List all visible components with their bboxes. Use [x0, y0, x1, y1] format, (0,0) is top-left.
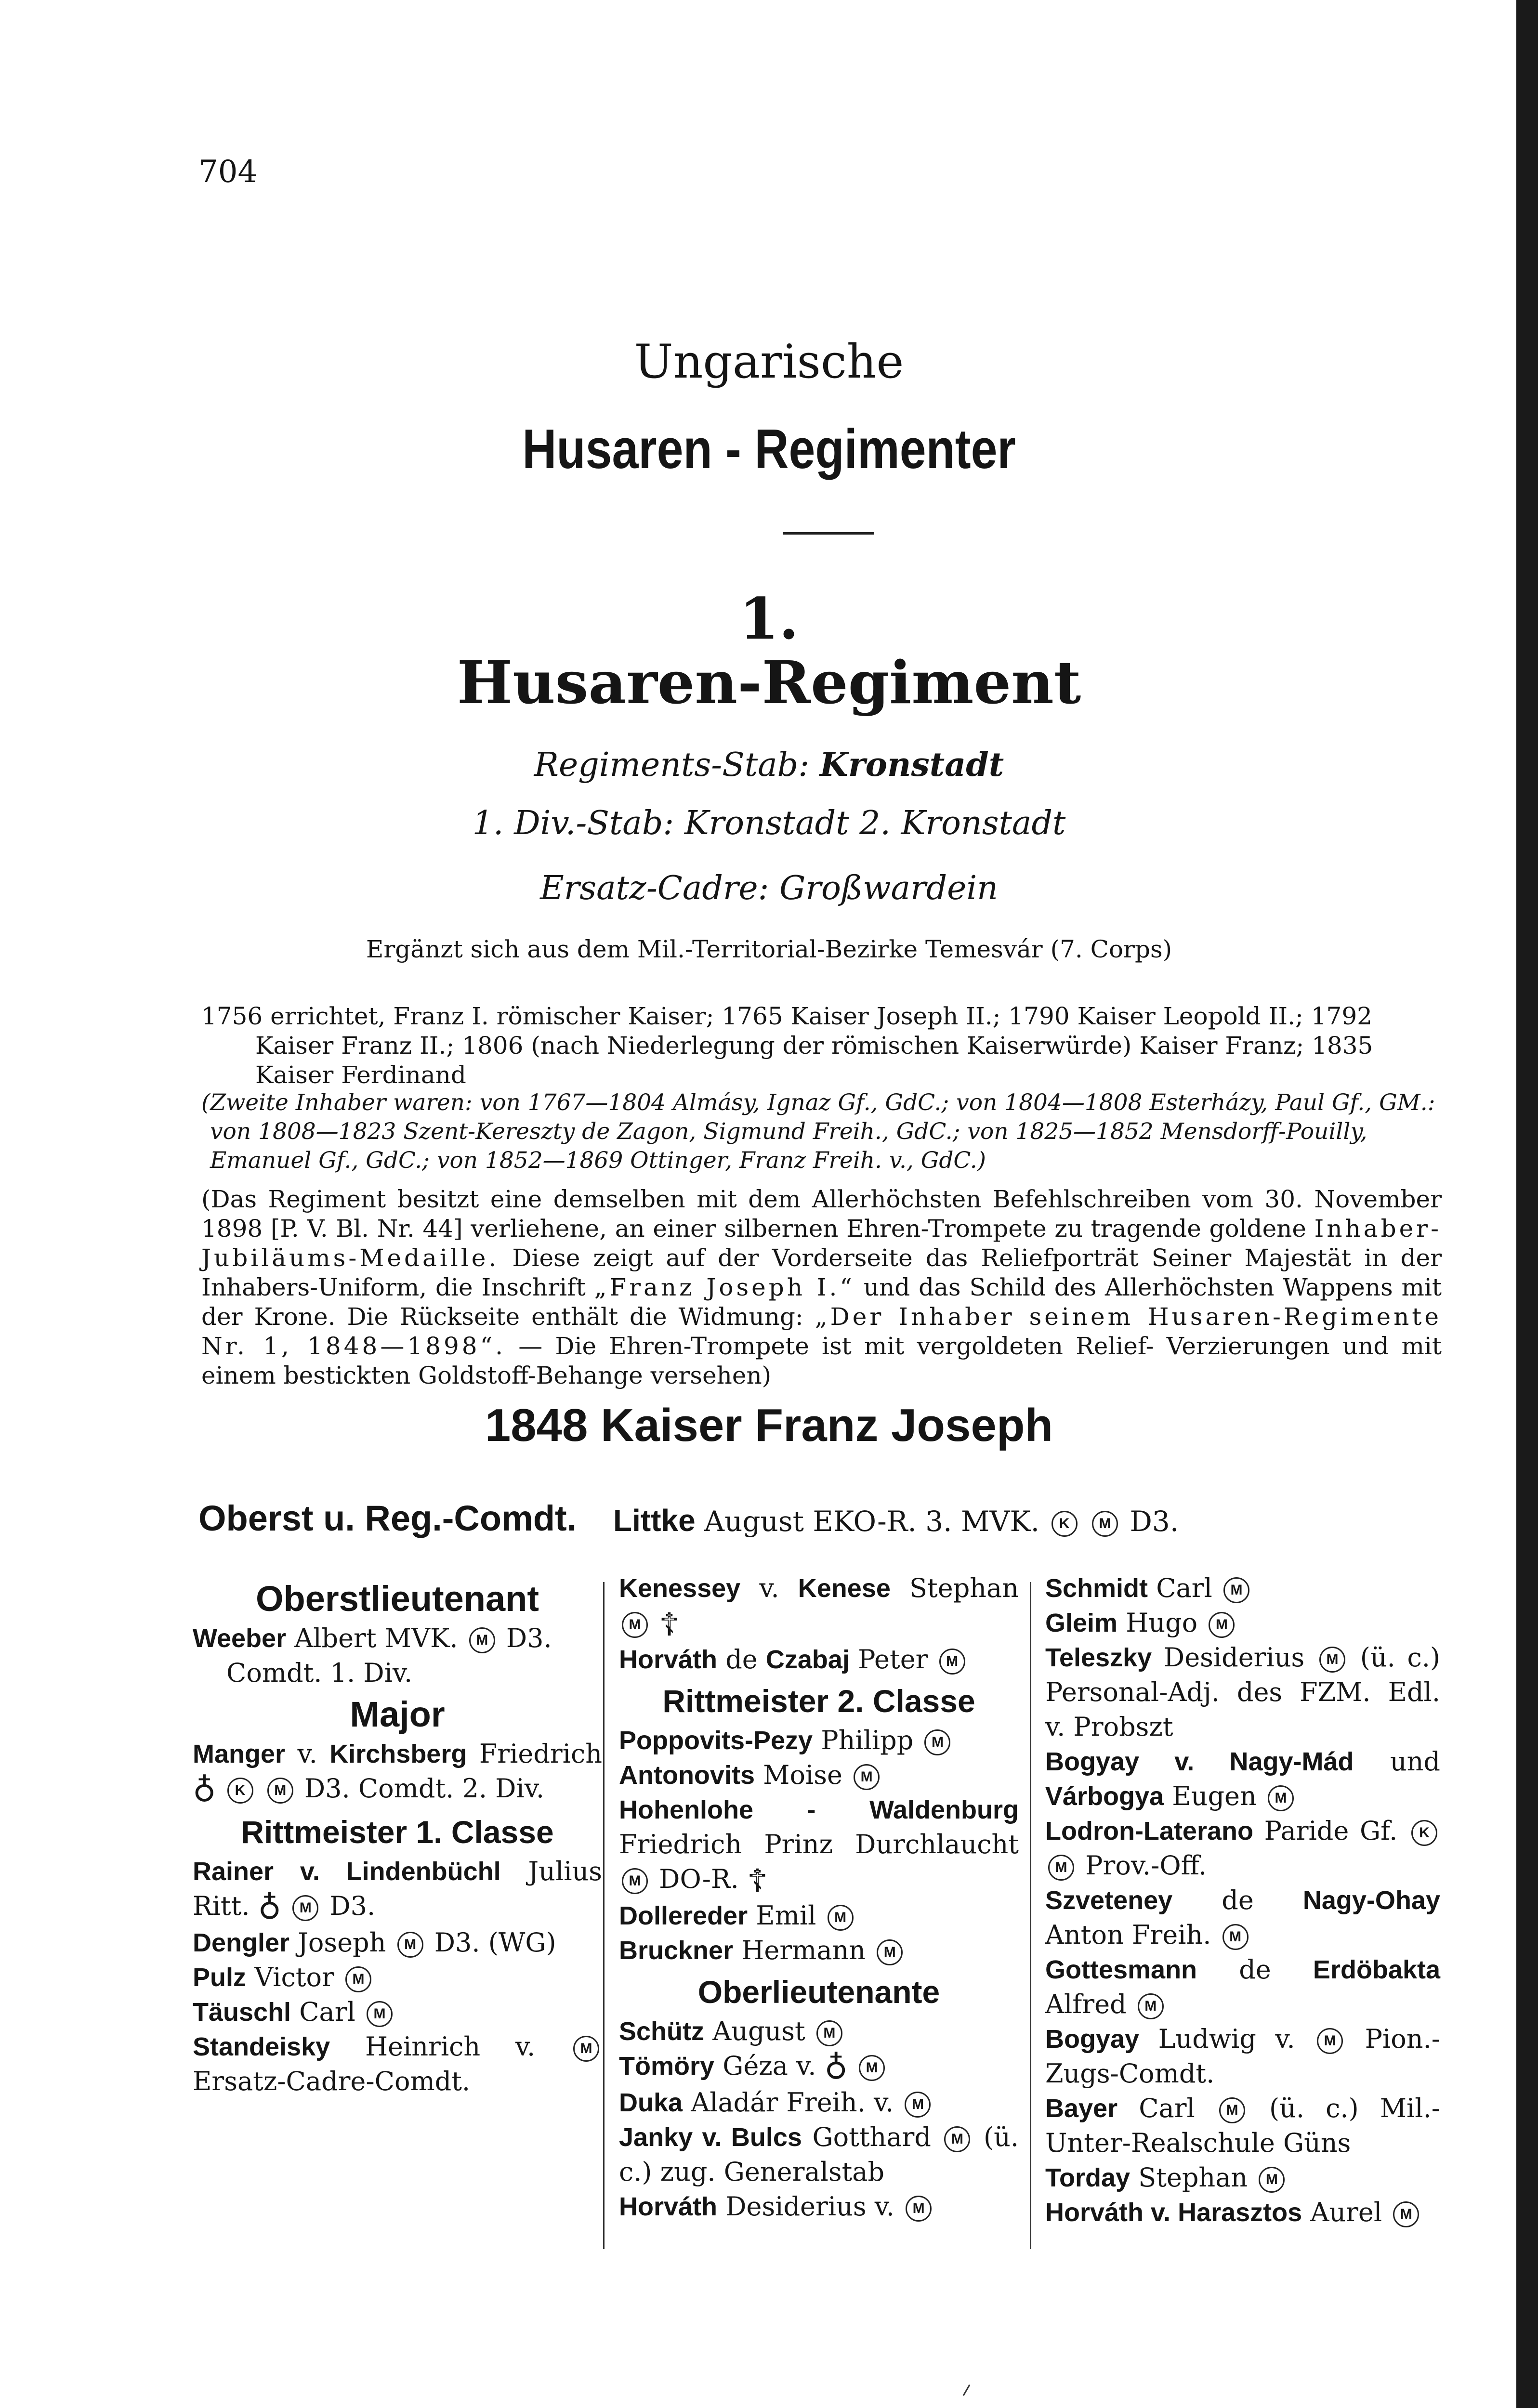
- m-badge-icon: M: [905, 2092, 931, 2118]
- entry-text: Géza v.: [723, 2051, 816, 2081]
- second-owners: (Zweite Inhaber waren: von 1767—1804 Almásy, Ignaz Gf., GdC.; von 1804—1808 Esterházy, Paul Gf., GM.: von 1808—1823 Szent-Kereszty de Zagon, Sigmund Freih., GdC.; von 1825—1852 Mensdorff-Pouilly, Emanuel Gf., GdC.; von 1852—1869 Ottinger, Franz Freih. v., GdC.): [201, 1089, 1435, 1174]
- entry-text: Moise: [763, 1760, 842, 1790]
- rank-major: Major: [350, 1694, 445, 1734]
- regiment-title: Husaren-Regiment: [457, 648, 1081, 717]
- m-badge-icon: M: [1259, 2167, 1285, 2193]
- m-badge-icon: M: [1268, 1785, 1294, 1811]
- div-stab: 1. Div.-Stab: Kronstadt 2. Kronstadt: [472, 804, 1066, 842]
- entry-name: Horváth v. Harasztos: [1045, 2198, 1302, 2227]
- entry-name: Torday: [1045, 2163, 1130, 2192]
- list-item: [619, 1571, 1019, 1642]
- entry-text: Carl: [299, 1997, 355, 2027]
- entry-tail: D3.: [329, 1891, 376, 1921]
- history-block: [201, 1002, 1442, 1090]
- regiments-stab-value: Kronstadt: [819, 746, 1004, 784]
- entry-text: Paride Gf.: [1264, 1816, 1398, 1846]
- entry-name: Bogyay: [1045, 2025, 1140, 2054]
- note-text-4: — Die Ehren-Trompete ist mit vergoldeten Relief-: [518, 1332, 1154, 1360]
- list-item: [1045, 1883, 1440, 1952]
- entry-tail: Pion.-Zugs-Comdt.: [1045, 2024, 1440, 2089]
- entry-name: Teleszky: [1045, 1643, 1152, 1672]
- list-item: [1045, 1571, 1440, 1606]
- list-item: [193, 1737, 602, 1808]
- entry-name: Dollereder: [619, 1901, 748, 1930]
- entry-name-2: Kirchsberg: [329, 1740, 467, 1768]
- oberst-decorations: EKO-R. 3. MVK.: [813, 1505, 1040, 1538]
- entry-tail: (ü. c.) Mil.-Unter-Realschule Güns: [1045, 2093, 1440, 2158]
- note-spaced-2: „Franz Joseph I.“: [594, 1273, 855, 1301]
- m-badge-icon: M: [292, 1895, 318, 1921]
- entry-text: Desiderius v.: [725, 2191, 894, 2222]
- m-badge-icon: M: [816, 2020, 842, 2046]
- entry-particle: v.: [759, 1573, 779, 1603]
- k-badge-icon: K: [1052, 1511, 1078, 1537]
- entry-name: Szveteney: [1045, 1886, 1173, 1915]
- entry-tail: Ersatz-Cadre-Comdt.: [193, 2066, 471, 2096]
- column-divider-1: [603, 1582, 605, 2249]
- entry-particle: v.: [297, 1739, 317, 1769]
- entry-text: Eugen: [1172, 1781, 1257, 1811]
- entry-name: Horváth: [619, 2192, 718, 2221]
- history-owners: 1756 errichtet, Franz I. römischer Kaiser; 1765 Kaiser Joseph II.; 1790 Kaiser Leopold II.; 1792 Kaiser Franz II.; 1806 (nach Niederlegung der römischen Kaiserwürde) Kaiser Franz; 1835 Kaiser Ferdinand: [201, 1002, 1373, 1089]
- entry-text: Aladár Freih. v.: [691, 2087, 894, 2118]
- entry-text: Emil: [756, 1900, 816, 1931]
- entry-tail: Prov.-Off.: [1085, 1850, 1207, 1881]
- entry-tail: D3. (WG): [434, 1927, 556, 1958]
- note-text-2: Diese zeigt auf der Vorderseite das Reliefporträt Seiner Majestät in der Inhabers-Uniform, die Inschrift: [201, 1244, 1442, 1301]
- list-item: [193, 1621, 602, 1656]
- oberst-entry: [613, 1503, 1179, 1538]
- m-badge-icon: M: [828, 1905, 854, 1931]
- regiment-number: 1.: [739, 585, 799, 652]
- entry-name: Manger: [193, 1740, 286, 1768]
- m-badge-icon: M: [573, 2036, 599, 2062]
- medal-note: [201, 1185, 1442, 1390]
- entry-text: Ludwig v.: [1158, 2024, 1295, 2054]
- column-1: [193, 1575, 602, 2099]
- entry-text: Anton Freih.: [1045, 1920, 1211, 1950]
- entry-name: Hohenlohe - Waldenburg: [619, 1795, 1019, 1824]
- list-item: [193, 1925, 602, 1960]
- note-text-1: (Das Regiment besitzt eine demselben mit dem Allerhöchsten Befehlschreiben vom 30. November 1898 [P. V. Bl. Nr. 44] verliehene, an einer silbernen Ehren-Trompete zu tragende goldene: [201, 1185, 1442, 1243]
- entry-name-2: Czabaj: [765, 1645, 850, 1674]
- entry-text: Desiderius: [1163, 1642, 1305, 1673]
- m-badge-icon: M: [1223, 1924, 1249, 1950]
- oberst-given: August: [704, 1505, 804, 1538]
- regiments-stab-label: Regiments-Stab:: [534, 746, 810, 784]
- entry-tail: (ü. c.) zug. Generalstab: [619, 2122, 1019, 2187]
- scan-mark: [963, 2384, 971, 2396]
- m-badge-icon: M: [1317, 2028, 1343, 2054]
- m-badge-icon: M: [622, 1612, 648, 1638]
- m-badge-icon: M: [1048, 1855, 1074, 1881]
- entry-name: Standeisky: [193, 2032, 330, 2061]
- entry-text: Joseph: [298, 1927, 386, 1958]
- regiments-stab: [0, 746, 1538, 784]
- m-badge-icon: M: [854, 1764, 880, 1790]
- section-kicker: Ungarische: [634, 335, 904, 389]
- entry-name: Lodron-Laterano: [1045, 1817, 1253, 1845]
- m-badge-icon: M: [939, 1649, 965, 1675]
- entry-name: Rainer v. Lindenbüchl: [193, 1857, 501, 1886]
- rank-rittmeister-2: Rittmeister 2. Classe: [662, 1683, 975, 1719]
- rank-oberlieutenant: Oberlieutenante: [697, 1974, 940, 2010]
- entry-text: August: [712, 2016, 805, 2046]
- entry-name-2: Erdöbakta: [1313, 1955, 1440, 1984]
- m-badge-icon: M: [367, 2001, 393, 2027]
- entry-name: Horváth: [619, 1645, 718, 1674]
- entry-name: Janky v. Bulcs: [619, 2123, 802, 2152]
- entry-name: Duka: [619, 2088, 683, 2117]
- list-item: [1045, 1744, 1440, 1814]
- entry-text: Albert MVK.: [294, 1623, 458, 1653]
- m-badge-icon: M: [397, 1932, 423, 1958]
- list-item: [1045, 2160, 1440, 2195]
- entry-particle: und: [1390, 1746, 1440, 1777]
- list-item: [1045, 1952, 1440, 2022]
- list-item: [619, 2049, 1019, 2085]
- entry-tail: DO-R.: [659, 1864, 739, 1894]
- entry-text: Friedrich Prinz Durchlaucht: [619, 1829, 1019, 1859]
- m-badge-icon: M: [1092, 1511, 1118, 1537]
- ribbon-icon: ♁: [258, 1889, 282, 1926]
- note-spaced-1: Inhaber-Jubiläums-Medaille.: [201, 1215, 1442, 1272]
- entry-text: Stephan: [1138, 2162, 1248, 2193]
- cross-icon: ☦: [659, 1606, 680, 1643]
- divider-rule: [783, 532, 874, 535]
- m-badge-icon: M: [1393, 2201, 1419, 2227]
- m-badge-icon: M: [267, 1778, 293, 1804]
- entry-name: Schmidt: [1045, 1574, 1148, 1603]
- inhaber-heading: 1848 Kaiser Franz Joseph: [485, 1400, 1053, 1451]
- list-item: [619, 1933, 1019, 1968]
- m-badge-icon: M: [906, 2196, 932, 2222]
- list-item: [619, 2189, 1019, 2224]
- list-item: [619, 1898, 1019, 1933]
- entry-continuation: Comdt. 1. Div.: [226, 1658, 413, 1688]
- rank-oberstleutnant: Oberstlieutenant: [256, 1579, 539, 1619]
- k-badge-icon: K: [1411, 1820, 1437, 1846]
- list-item: [619, 1723, 1019, 1758]
- m-badge-icon: M: [1319, 1647, 1345, 1673]
- entry-name: Täuschl: [193, 1998, 291, 2027]
- m-badge-icon: M: [944, 2126, 970, 2152]
- list-item: [619, 2120, 1019, 2189]
- list-item: [193, 1995, 602, 2029]
- entry-name: Bogyay v. Nagy-Mád: [1045, 1747, 1354, 1776]
- k-badge-icon: K: [227, 1778, 253, 1804]
- entry-text: Peter: [858, 1644, 928, 1675]
- entry-name: Gleim: [1045, 1609, 1118, 1637]
- list-item: [619, 1758, 1019, 1793]
- cross-icon: ☦: [747, 1862, 768, 1899]
- entry-text: Heinrich v.: [365, 2031, 536, 2062]
- oberst-rank: Oberst u. Reg.-Comdt.: [198, 1498, 577, 1538]
- m-badge-icon: M: [1223, 1577, 1249, 1603]
- entry-text: Gotthard: [812, 2122, 931, 2152]
- list-item: [1045, 1606, 1440, 1640]
- entry-particle: de: [1222, 1885, 1254, 1915]
- m-badge-icon: M: [877, 1939, 903, 1965]
- ribbon-icon: ♁: [193, 1772, 216, 1809]
- list-item: [619, 2014, 1019, 2049]
- entry-particle: de: [1239, 1954, 1271, 1985]
- m-badge-icon: M: [469, 1627, 495, 1653]
- m-badge-icon: M: [859, 2055, 885, 2081]
- entry-tail: D3. Comdt. 2. Div.: [304, 1773, 544, 1804]
- entry-text: Alfred: [1045, 1989, 1127, 2019]
- rank-rittmeister-1: Rittmeister 1. Classe: [241, 1814, 554, 1850]
- column-2: [619, 1571, 1019, 2224]
- list-item: [193, 1960, 602, 1995]
- entry-name: Gottesmann: [1045, 1955, 1197, 1984]
- entry-name-2: Kenese: [798, 1574, 891, 1603]
- m-badge-icon: M: [1209, 1612, 1235, 1638]
- list-item: [619, 2085, 1019, 2120]
- oberst-name: Littke: [613, 1503, 696, 1538]
- entry-name: Weeber: [193, 1624, 287, 1653]
- m-badge-icon: M: [1138, 1993, 1164, 2019]
- entry-name: Bruckner: [619, 1936, 734, 1965]
- entry-name: Tömöry: [619, 2052, 715, 2081]
- entry-name: Bayer: [1045, 2094, 1118, 2123]
- column-divider-2: [1030, 1582, 1031, 2249]
- list-item: [193, 2029, 602, 2099]
- list-item: [1045, 2022, 1440, 2091]
- list-item: [193, 1854, 602, 1925]
- m-badge-icon: M: [1219, 2097, 1245, 2123]
- entry-text: Carl: [1156, 1573, 1212, 1603]
- list-item: [1045, 1640, 1440, 1744]
- entry-name: Dengler: [193, 1928, 290, 1957]
- ergaenzt-line: Ergänzt sich aus dem Mil.-Territorial-Bezirke Temesvár (7. Corps): [366, 935, 1172, 963]
- entry-text: Friedrich: [479, 1739, 602, 1769]
- ribbon-icon: ♁: [824, 2049, 848, 2086]
- note-text-3: und das Schild des Allerhöchsten Wappens mit der Krone. Die Rückseite enthält die Widmung:: [201, 1273, 1442, 1331]
- list-item: [1045, 1814, 1440, 1883]
- m-badge-icon: M: [622, 1868, 648, 1894]
- section-title: Husaren - Regimenter: [522, 418, 1016, 480]
- entry-name: Schütz: [619, 2017, 705, 2046]
- entry-text: Julius Ritt.: [193, 1856, 602, 1921]
- entry-text: Stephan: [909, 1573, 1019, 1603]
- page-number: 704: [198, 154, 258, 190]
- entry-name: Antonovits: [619, 1761, 755, 1790]
- entry-particle: de: [725, 1644, 758, 1675]
- note-text-5: Verzierungen und mit einem bestickten Goldstoff-Behange versehen): [201, 1332, 1442, 1389]
- entry-text: Carl: [1139, 2093, 1195, 2123]
- note-spaced-3: „Der Inhaber seinem Husaren-Regimente Nr. 1, 1848—1898“.: [201, 1303, 1442, 1360]
- entry-text: Philipp: [821, 1725, 914, 1755]
- entry-text: Victor: [254, 1962, 334, 1992]
- m-badge-icon: M: [924, 1729, 950, 1755]
- ersatz-cadre: Ersatz-Cadre: Großwardein: [540, 869, 998, 907]
- list-item: [1045, 2195, 1440, 2230]
- entry-text: Hermann: [741, 1935, 866, 1965]
- entry-text: Hugo: [1126, 1608, 1198, 1638]
- entry-name: Poppovits-Pezy: [619, 1726, 813, 1755]
- entry-tail: D3.: [506, 1623, 552, 1653]
- entry-name-2: Nagy-Ohay: [1302, 1886, 1440, 1915]
- entry-name-2: Várbogya: [1045, 1782, 1164, 1811]
- entry-tail: (ü. c.) Personal-Adj. des FZM. Edl. v. Probszt: [1045, 1642, 1440, 1742]
- column-3: [1045, 1571, 1440, 2230]
- entry-name: Kenessey: [619, 1574, 741, 1603]
- list-item: [619, 1642, 1019, 1677]
- entry-text: Aurel: [1310, 2197, 1382, 2227]
- list-item: [619, 1793, 1019, 1898]
- list-item: [1045, 2091, 1440, 2160]
- entry-name: Pulz: [193, 1963, 247, 1992]
- m-badge-icon: M: [345, 1966, 371, 1992]
- oberst-tail: D3.: [1130, 1505, 1179, 1538]
